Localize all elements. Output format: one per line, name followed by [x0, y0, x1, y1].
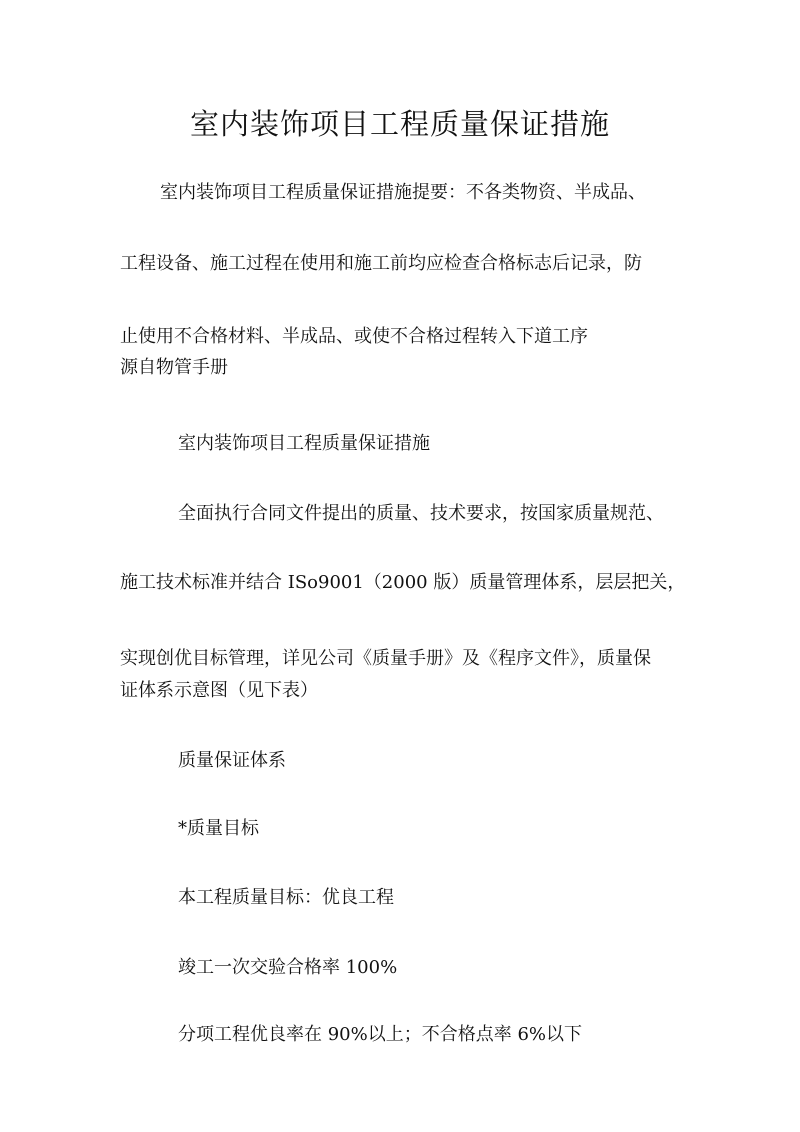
excellence-rate-line: 分项工程优良率在 90%以上；不合格点率 6%以下 [178, 1024, 583, 1045]
acceptance-rate-line: 竣工一次交验合格率 100% [178, 957, 398, 978]
intro-line-1: 室内装饰项目工程质量保证措施提要：不各类物资、半成品、 [160, 182, 646, 203]
quality-goal-line: 本工程质量目标：优良工程 [178, 887, 394, 908]
section-heading: 室内装饰项目工程质量保证措施 [178, 433, 430, 454]
intro-line-3: 止使用不合格材料、半成品、或使不合格过程转入下道工序 [120, 326, 588, 347]
document-title: 室内装饰项目工程质量保证措施 [189, 107, 610, 141]
body-line-4: 证体系示意图（见下表） [120, 680, 318, 701]
body-line-1: 全面执行合同文件提出的质量、技术要求，按国家质量规范、 [178, 503, 664, 524]
source-note: 源自物管手册 [120, 357, 228, 378]
quality-goal-heading: *质量目标 [178, 818, 259, 839]
body-line-2: 施工技术标准并结合 ISo9001（2000 版）质量管理体系，层层把关， [120, 572, 686, 593]
quality-system-heading: 质量保证体系 [178, 750, 286, 771]
intro-line-2: 工程设备、施工过程在使用和施工前均应检查合格标志后记录，防 [120, 253, 642, 274]
body-line-3: 实现创优目标管理，详见公司《质量手册》及《程序文件》，质量保 [120, 648, 651, 669]
